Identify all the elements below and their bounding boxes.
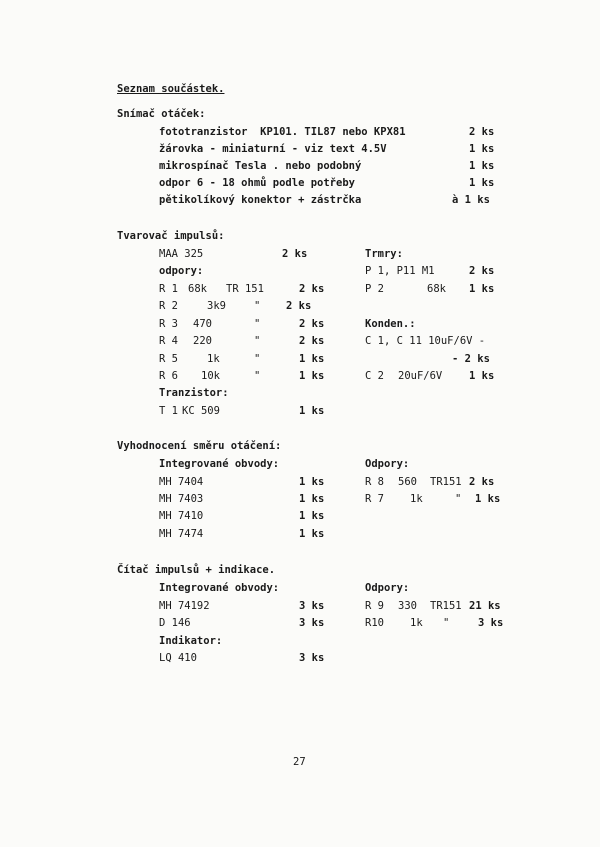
resistors-heading: Odpory:: [365, 458, 410, 470]
resistor-ref: R 4: [159, 335, 178, 347]
list-item-desc: pětikolíkový konektor + zástrčka: [159, 194, 362, 206]
resistor-val: 1k: [207, 353, 220, 365]
resistor-qty: 1 ks: [475, 493, 501, 505]
trimmer-qty: 1 ks: [469, 283, 495, 295]
ic-name: D 146: [159, 617, 191, 629]
list-item-qty: à 1 ks: [452, 194, 490, 206]
page-number: 27: [293, 756, 306, 768]
ic-qty: 1 ks: [299, 510, 325, 522]
ic-name: MH 7410: [159, 510, 204, 522]
ic-name: MAA 325: [159, 248, 204, 260]
page-title: Seznam součástek.: [117, 83, 225, 95]
resistor-val: 220: [193, 335, 212, 347]
ic-name: MH 7474: [159, 528, 204, 540]
transistor-qty: 1 ks: [299, 405, 325, 417]
resistor-type: ": [254, 335, 261, 347]
resistor-qty: 2 ks: [469, 476, 495, 488]
resistor-type: ": [254, 370, 261, 382]
trimmer-ref: P 1, P11 M1: [365, 265, 435, 277]
resistor-type: TR151: [430, 476, 462, 488]
resistor-type: ": [455, 493, 462, 505]
resistor-qty: 1 ks: [299, 370, 325, 382]
list-item-desc: žárovka - miniaturní - viz text 4.5V: [159, 143, 387, 155]
list-item-qty: 1 ks: [469, 177, 495, 189]
indicator-qty: 3 ks: [299, 652, 325, 664]
resistor-val: 68k: [188, 283, 207, 295]
indicator-heading: Indikator:: [159, 635, 223, 647]
transistor-val: KC 509: [182, 405, 220, 417]
resistor-qty: 3 ks: [478, 617, 504, 629]
resistor-type: TR151: [430, 600, 462, 612]
section-heading-tvarovac: Tvarovač impulsů:: [117, 230, 225, 242]
resistor-val: 3k9: [207, 300, 226, 312]
resistor-ref: R 2: [159, 300, 178, 312]
resistor-qty: 21 ks: [469, 600, 501, 612]
capacitors-heading: Konden.:: [365, 318, 416, 330]
resistor-ref: R 1: [159, 283, 178, 295]
list-item-qty: 1 ks: [469, 143, 495, 155]
ic-name: MH 7403: [159, 493, 204, 505]
list-item-desc: fototranzistor KP101. TIL87 nebo KPX81: [159, 126, 406, 138]
capacitor-qty: 1 ks: [469, 370, 495, 382]
ic-qty: 1 ks: [299, 528, 325, 540]
capacitor-ref: C 2: [365, 370, 384, 382]
ic-heading: Integrované obvody:: [159, 582, 280, 594]
ic-qty: 2 ks: [282, 248, 308, 260]
ic-qty: 3 ks: [299, 600, 325, 612]
trimmer-qty: 2 ks: [469, 265, 495, 277]
resistor-ref: R10: [365, 617, 384, 629]
ic-heading: Integrované obvody:: [159, 458, 280, 470]
resistor-qty: 2 ks: [299, 283, 325, 295]
capacitor-line: C 1, C 11 10uF/6V -: [365, 335, 486, 347]
resistor-type: TR 151: [226, 283, 264, 295]
ic-name: MH 74192: [159, 600, 210, 612]
resistor-qty: 1 ks: [299, 353, 325, 365]
capacitor-line: - 2 ks: [452, 353, 490, 365]
resistor-qty: 2 ks: [299, 335, 325, 347]
resistor-type: ": [443, 617, 450, 629]
ic-qty: 1 ks: [299, 493, 325, 505]
resistors-heading: Odpory:: [365, 582, 410, 594]
resistor-ref: R 7: [365, 493, 384, 505]
ic-qty: 3 ks: [299, 617, 325, 629]
resistor-qty: 2 ks: [286, 300, 312, 312]
section-heading-snimac: Snímač otáček:: [117, 108, 206, 120]
resistor-ref: R 5: [159, 353, 178, 365]
list-item-qty: 2 ks: [469, 126, 495, 138]
resistor-type: ": [254, 318, 261, 330]
resistor-val: 1k: [410, 617, 423, 629]
list-item-desc: odpor 6 - 18 ohmů podle potřeby: [159, 177, 355, 189]
indicator-name: LQ 410: [159, 652, 197, 664]
resistor-val: 470: [193, 318, 212, 330]
resistor-ref: R 6: [159, 370, 178, 382]
capacitor-val: 20uF/6V: [398, 370, 443, 382]
resistor-type: ": [254, 300, 261, 312]
ic-name: MH 7404: [159, 476, 204, 488]
trimmers-heading: Trmry:: [365, 248, 403, 260]
section-heading-citac: Čítač impulsů + indikace.: [117, 564, 276, 576]
resistor-qty: 2 ks: [299, 318, 325, 330]
transistor-ref: T 1: [159, 405, 178, 417]
list-item-desc: mikrospínač Tesla . nebo podobný: [159, 160, 362, 172]
trimmer-val: 68k: [427, 283, 446, 295]
resistors-heading: odpory:: [159, 265, 204, 277]
resistor-val: 1k: [410, 493, 423, 505]
resistor-type: ": [254, 353, 261, 365]
resistor-ref: R 9: [365, 600, 384, 612]
resistor-val: 330: [398, 600, 417, 612]
list-item-qty: 1 ks: [469, 160, 495, 172]
resistor-ref: R 8: [365, 476, 384, 488]
trimmer-ref: P 2: [365, 283, 384, 295]
transistor-heading: Tranzistor:: [159, 387, 229, 399]
resistor-ref: R 3: [159, 318, 178, 330]
ic-qty: 1 ks: [299, 476, 325, 488]
resistor-val: 560: [398, 476, 417, 488]
section-heading-vyhodnoceni: Vyhodnocení směru otáčení:: [117, 440, 282, 452]
resistor-val: 10k: [201, 370, 220, 382]
